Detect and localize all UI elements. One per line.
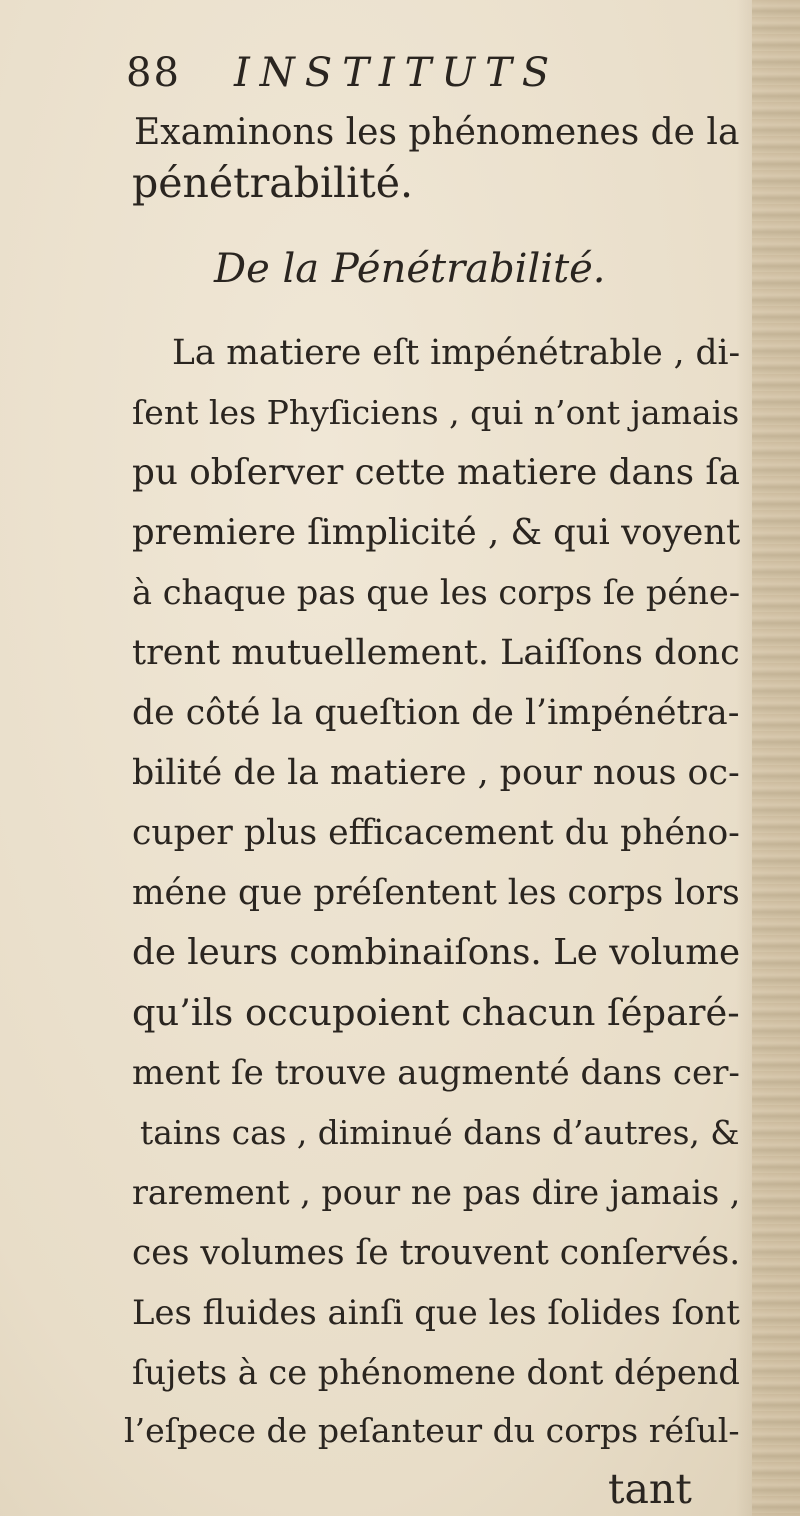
body-line: méne que préſentent les corps lors [132,873,740,913]
body-line: pu obſerver cette matiere dans ſa [132,452,740,493]
intro-line: pénétrabilité. [132,159,414,207]
body-line: ment ſe trouve augmenté dans cer- [132,1053,740,1093]
page-number: 88 [126,50,181,96]
body-line: Les fluides ainſi que les ſolides ſont [132,1293,740,1332]
body-line: tains cas , diminué dans d’autres, & [140,1114,740,1152]
body-line: bilité de la matiere , pour nous oc- [132,753,740,793]
body-line: rarement , pour ne pas dire jamais , [132,1173,741,1212]
catchword: tant [608,1465,692,1513]
body-line: ſent les Phyſiciens , qui n’ont jamais [132,393,740,432]
body-line: l’eſpece de peſanteur du corps réſul- [124,1411,740,1450]
page-header [126,50,686,96]
body-line: ſujets à ce phénomene dont dépend [132,1353,740,1392]
body-line: à chaque pas que les corps ſe péne- [132,573,741,612]
body-line: premiere ſimplicité , & qui voyent [132,512,741,553]
section-heading: De la Pénétrabilité. [214,246,606,292]
body-line: La matiere eſt impénétrable , di- [172,333,741,373]
body-line: cuper plus efficacement du phéno- [132,813,740,853]
body-line: de côté la queſtion de l’impénétra- [132,693,740,733]
running-title: INSTITUTS [234,50,560,96]
body-line: qu’ils occupoient chacun ſéparé- [132,991,740,1034]
page-edge [752,0,800,1516]
intro-line: Examinons les phénomenes de la [134,112,740,153]
body-line: de leurs combinaiſons. Le volume [132,932,741,973]
body-line: trent mutuellement. Laiſſons donc [132,633,740,673]
body-line: ces volumes ſe trouvent conſervés. [132,1233,741,1273]
